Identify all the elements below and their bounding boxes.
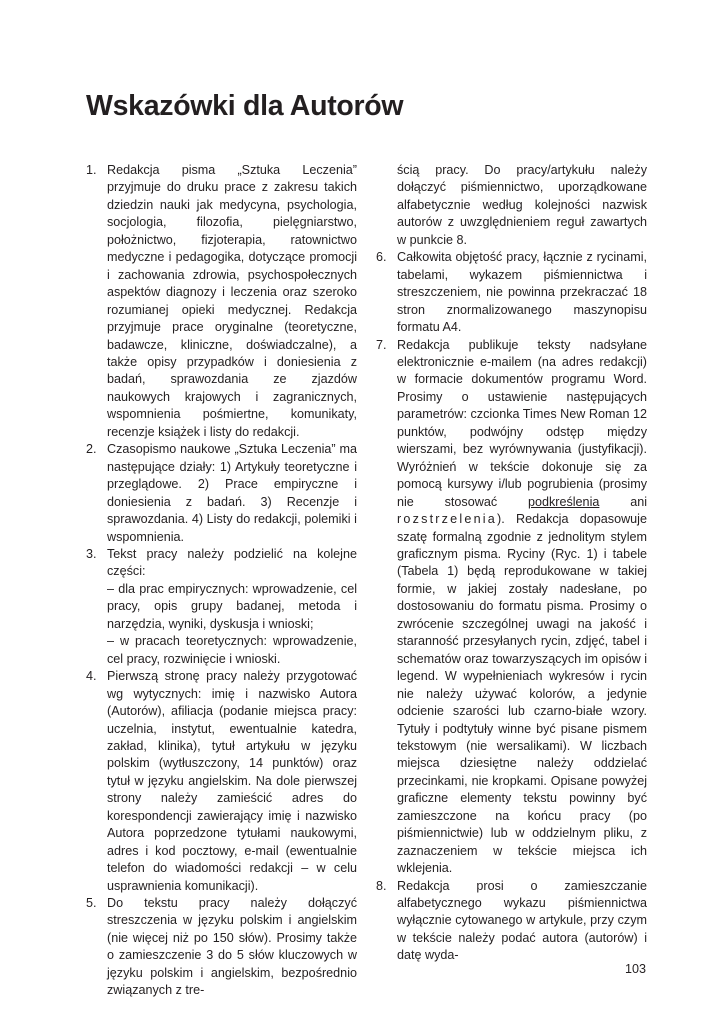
list-item-6	[376, 249, 647, 336]
item-number: 8.	[376, 878, 387, 893]
item-text-part-b: ). Redakcja dopasowuje szatę formalną zgodnie z jednolitym stylem graficznym pisma. Ryciny (Ryc. 1) i tabele (Tabela 1) będą reprodukowane w takiej formie, w jakiej zostały nadesłane, po dostosowaniu do formatu pisma. Prosimy o zwrócenie szczególnej uwagi na jakość i staranność przesyłanych rycin, zdjęć, tabel i schematów oraz towarzyszących im opisów i legend. W wypełnieniach wykresów i rycin nie należy używać kolorów, a jedynie odcienie szarości lub czarno-białe wzory. Tytuły i podtytuły winne być pisane pismem tekstowym (nie wersalikami). W liczbach miejsca dziesiętne należy oddzielać przecinkami, nie kropkami. Opisane powyżej graficzne elementy tekstu powinny być zamieszczone na końcu pracy (po piśmiennictwie) lub w oddzielnym pliku, z zaznaczeniem w tekście miejsca ich wklejenia.	[397, 512, 647, 876]
item-number: 1.	[86, 163, 97, 177]
item-text	[397, 337, 647, 878]
spaced-word: rozstrzelenia	[397, 512, 497, 527]
list-item-7	[376, 337, 647, 878]
item-text: Pierwszą stronę pracy należy przygotować wg wytycznych: imię i nazwisko Autora (Autorów), afiliacja (podanie miejsca pracy: uczelnia, instytut, ewentualnie katedra, zakład, klinika), tytuł artykułu w języku polskim (wytłuszczony, 14 punktów) oraz tytuł w języku angielskim. Na dole pierwszej strony należy zamieścić adres do korespondencji zawierający imię i nazwisko Autora poprzedzone tytułami naukowymi, adres i kod pocztowy, e-mail (ewentualnie telefon do wiadomości redakcji – w celu usprawnienia komunikacji).	[107, 669, 357, 893]
item-text: Do tekstu pracy należy dołączyć streszczenia w języku polskim i angielskim (nie więcej niż po 150 słów). Prosimy także o zamieszczenie 3 do 5 słów kluczowych w języku polskim i angielskim, bezpośrednio związanych z tre-	[107, 896, 357, 998]
left-column	[86, 162, 357, 1000]
item-number: 3.	[86, 546, 97, 561]
underlined-word: podkreślenia	[527, 494, 600, 509]
item-number: 7.	[376, 337, 387, 352]
list-item-5-continued	[376, 162, 647, 249]
page-number: 103	[625, 962, 647, 976]
item-number: 6.	[376, 250, 387, 265]
right-column	[376, 162, 647, 965]
item-subline-theoretical: – w pracach teoretycznych: wprowadzenie, cel pracy, rozwinięcie i wnioski.	[107, 634, 357, 666]
item-text: Redakcja pisma „Sztuka Leczenia” przyjmuje do druku prace z zakresu takich dziedzin nauki jak medycyna, psychologia, socjologia, filozofia, pielęgniarstwo, położnictwo, fizjoterapia, ratownictwo medyczne i pedagogika, dotyczące promocji i zachowania zdrowia, psychospołecznych aspektów diagnozy i leczenia oraz szeroko rozumianej opieki medycznej. Redakcja przyjmuje prace oryginalne (teoretyczne, badawcze, kliniczne, doświadczalne), a także opisy przypadków i doniesienia z badań, sprawozdania ze zjazdów naukowych krajowych i zagranicznych, wspomnienia pośmiertne, komunikaty, recenzje książek i listy do redakcji.	[107, 163, 357, 439]
list-item-5	[86, 895, 357, 1000]
item-number: 4.	[86, 669, 97, 684]
list-item-3	[86, 546, 357, 668]
conjunction-text: ani	[630, 494, 648, 509]
item-text-part-a: Redakcja publikuje teksty nadsyłane elektronicznie e-mailem (na adres redakcji) w formacie dokumentów programu Word. Prosimy o ustawienie następujących parametrów: czcionka Times New Roman 12 punktów, podwójny odstęp między wierszami, bez wyrównywania (justyfikacji). Wyróżnień w tekście dokonuje się za pomocą kursywy i/lub pogrubienia (prosimy nie stosować	[397, 337, 647, 509]
list-item-4	[86, 668, 357, 895]
item-text: Redakcja prosi o zamieszczanie alfabetycznego wykazu piśmiennictwa wyłącznie cytowanego w artykule, przy czym w tekście należy podać autora (autorów) i datę wyda-	[397, 878, 647, 963]
list-item-1	[86, 162, 357, 441]
item-text: Całkowita objętość pracy, łącznie z rycinami, tabelami, wykazem piśmiennictwa i streszczeniem, nie powinna przekraczać 18 stron znormalizowanego maszynopisu formatu A4.	[397, 250, 647, 335]
page-title: Wskazówki dla Autorów	[86, 90, 404, 122]
item-text: Czasopismo naukowe „Sztuka Leczenia” ma następujące działy: 1) Artykuły teoretyczne i przeglądowe. 2) Prace empiryczne i doniesienia z badań. 3) Recenzje i sprawozdania. 4) Listy do redakcji, polemiki i wspomnienia.	[107, 442, 357, 544]
item-subline-empirical: – dla prac empirycznych: wprowadzenie, cel pracy, opis grupy badanej, metoda i narzędzia, wyniki, dyskusja i wnioski;	[107, 581, 357, 631]
list-item-2	[86, 441, 357, 546]
item-text: ścią pracy. Do pracy/artykułu należy dołączyć piśmiennictwo, uporządkowane alfabetycznie według kolejności nazwisk autorów z uwzględnieniem reguł zawartych w punkcie 8.	[397, 163, 647, 247]
item-text: Tekst pracy należy podzielić na kolejne części:	[107, 546, 357, 579]
item-number: 5.	[86, 896, 97, 911]
list-item-8	[376, 878, 647, 965]
item-number: 2.	[86, 442, 97, 457]
